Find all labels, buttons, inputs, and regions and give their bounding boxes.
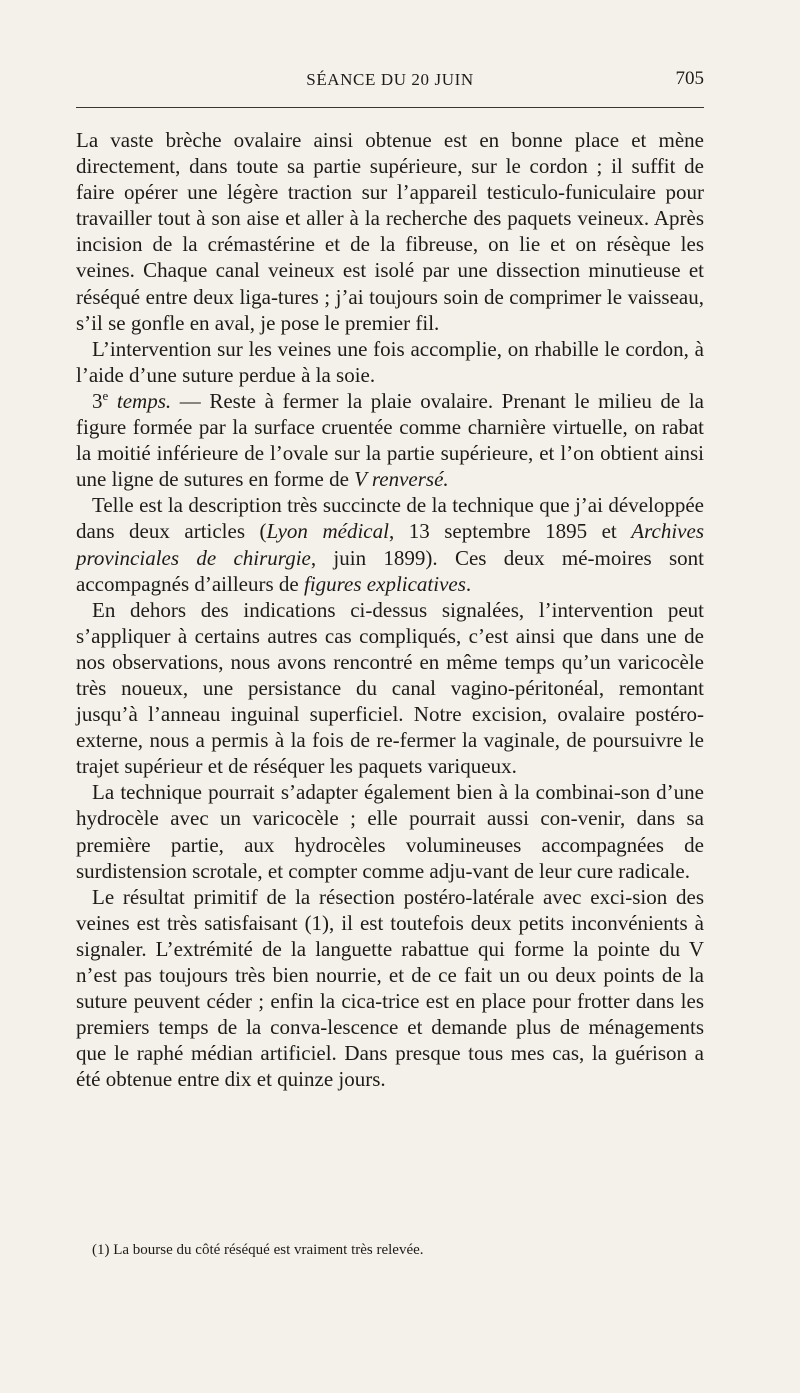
text-segment: — Reste à fermer la plaie ovalaire. Prenant le milieu de la figure formée par la surface cruentée comme charnière virtuelle, on rabat la moitié inférieure de l’ovale sur la partie supérieure, et l’on obtient ainsi une ligne de sutures en forme de — [76, 388, 704, 492]
paragraph — [76, 127, 704, 336]
footnote-area — [76, 1240, 704, 1260]
text-segment: La technique pourrait s’adapter également bien à la combinai-son d’une hydrocèle avec un varicocèle ; elle pourrait aussi con-venir, dans sa première partie, aux hydrocèles volumineuses accompagnées de surdistension scrotale, et compter comme adju-vant de leur cure radicale. — [76, 780, 704, 883]
paragraph — [76, 336, 704, 388]
text-segment: Telle est la description très succincte de la technique que j’ai développée dans deux articles ( — [76, 493, 704, 544]
body-text — [76, 127, 704, 1092]
page-number: 705 — [675, 68, 704, 89]
text-segment: , 13 septembre 1895 et — [388, 519, 632, 544]
text-segment: Le résultat primitif de la résection postéro-latérale avec exci-sion des veines est très satisfaisant (1), il est toutefois deux petits inconvénients à signaler. L’extrémité de la languette rabattue qui forme la pointe du V n’est pas toujours très bien nourrie, et de ce fait un ou deux points de la suture peuvent céder ; enfin la cica-trice est en place pour frotter dans les premiers temps de la conva-lescence et demande plus de ménagements que le raphé médian artificiel. Dans presque tous mes cas, la guérison a été obtenue entre dix et quinze jours. — [76, 884, 704, 1092]
italic-text: temps. — [108, 388, 172, 413]
italic-text: Archives provinciales de chirurgie — [76, 519, 704, 570]
page-header — [76, 66, 704, 98]
header-rule — [76, 107, 704, 108]
paragraph — [76, 597, 704, 780]
text-segment: , juin 1899). Ces deux mé-moires sont accompagnés d’ailleurs de — [76, 545, 705, 596]
paragraph — [76, 884, 704, 1093]
italic-text: Lyon médical — [266, 519, 389, 544]
paragraph — [76, 388, 704, 492]
text-segment: La vaste brèche ovalaire ainsi obtenue est en bonne place et mène directement, dans toute sa partie supérieure, sur le cordon ; il suffit de faire opérer une légère traction sur l’appareil testiculo-funiculaire pour travailler tout à son aise et aller à la recherche des paquets veineux. Après incision de la crémastérine et de la fibreuse, on lie et on résèque les veines. Chaque canal veineux est isolé par une dissection minutieuse et réséqué entre deux liga-tures ; j’ai toujours soin de comprimer le vaisseau, s’il se gonfle en aval, je pose le premier fil. — [76, 128, 704, 335]
footnote: (1) La bourse du côté réséqué est vraiment très relevée. — [92, 1242, 424, 1258]
text-segment: 3 — [92, 388, 103, 413]
text-segment: . — [465, 571, 472, 596]
paragraph — [76, 492, 704, 596]
text-segment: En dehors des indications ci-dessus signalées, l’intervention peut s’appliquer à certains autres cas compliqués, c’est ainsi que dans une de nos observations, nous avons rencontré en même temps qu’un varicocèle très noueux, une persistance du canal vagino-péritonéal, remontant jusqu’à l’anneau inguinal superficiel. Notre excision, ovalaire postéro-externe, nous a permis à la fois de re-fermer la vaginale, de poursuivre le trajet supérieur et de réséquer les paquets variqueux. — [76, 597, 704, 779]
running-title: SÉANCE DU 20 JUIN — [306, 70, 474, 89]
paragraph — [76, 779, 704, 883]
italic-text: figures explicatives — [304, 571, 466, 596]
text-segment: L’intervention sur les veines une fois accomplie, on rhabille le cordon, à l’aide d’une suture perdue à la soie. — [76, 336, 704, 387]
superscript-text: e — [102, 387, 109, 403]
italic-text: V renversé. — [354, 467, 449, 492]
